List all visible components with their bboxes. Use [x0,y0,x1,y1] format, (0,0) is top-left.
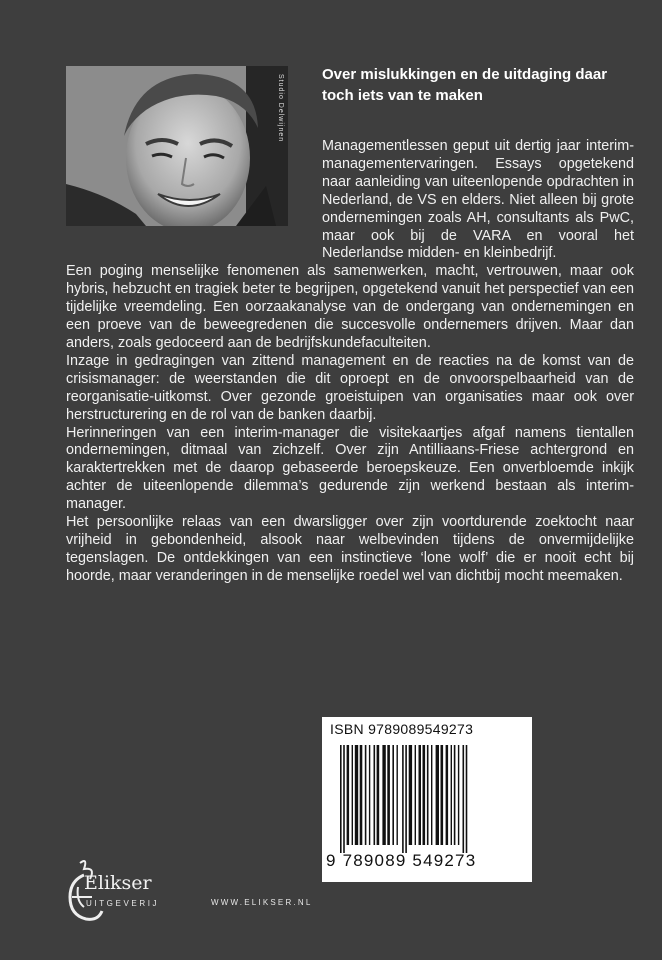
barcode-bar [377,745,380,845]
headline: Over mislukkingen en de uitdaging daar toch iets van te maken [322,66,608,104]
barcode-bar [423,745,426,845]
barcode-bar [340,745,342,853]
barcode-bar [397,745,398,845]
barcode-bar [402,745,404,853]
barcode-box [322,717,532,882]
publisher-name: Elikser [84,872,152,894]
photo-credit: Studio Delwijnen [277,74,284,143]
publisher-website: WWW.ELIKSER.NL [211,898,313,907]
barcode-bar [409,745,412,845]
barcode-bar [352,745,353,845]
barcode-bars [336,745,518,853]
barcode-bar [355,745,358,845]
barcode-bar [415,745,416,845]
barcode-bar [458,745,459,845]
barcode-bar [360,745,363,845]
paragraph-3: Inzage in gedragingen van zittend management en de reacties na de komst van de crisismanager: de weerstanden die dit oproept en de onvoorspelbaarheid van de reorganisatie-uitkomst. Over gezonde groeistuipen van organisaties maar ook over herstructurering en de rol van de banken daarbij. [66,352,634,423]
barcode-bar [365,745,367,845]
paragraph-1: Managementlessen geput uit dertig jaar interim-managementervaringen. Essays opgetekend naar aanleiding van uiteenlopende opdrachten in Nederland, de VS en elders. Niet alleen bij grote ondernemingen zoals AH, consultants als PwC, maar ook bij de VARA en vooral het Nederlandse midden- en kleinbedrijf. [322,138,634,262]
barcode-bar [347,745,350,845]
barcode-digits: 9 789089 549273 [326,851,477,870]
barcode-bar [343,745,345,853]
barcode-bar [463,745,465,853]
barcode-bar [387,745,390,845]
barcode-bar [369,745,370,845]
barcode-bar [454,745,456,845]
paragraph-2: Een poging menselijke fenomenen als samenwerken, macht, vertrouwen, maar ook hybris, hebzucht en tragiek beter te begrijpen, opgetekend vanuit het perspectief van een tijdelijke vreemdeling. Een oorzaakanalyse van de ondergang van ondernemingen en een proeve van de beweegredenen die succesvolle ondernemers drijven. Maar dan anders, zoals gedoceerd aan de bedrijfskundefaculteiten. [66,263,634,351]
barcode-bar [451,745,452,845]
paragraph-4: Herinneringen van een interim-manager die visitekaartjes afgaf namens tientallen ondernemingen, ditmaal van zichzelf. Over zijn Antilliaans-Friese achtergrond en karaktertrekken met de daarop gebaseerde beroepskeuze. Een onverbloemde inkijk achter de uiteenlopende dilemma’s gedurende zijn werkend bestaan als interim-manager. [66,424,634,513]
paragraph-5: Het persoonlijke relaas van een dwarsligger over zijn voortdurende zoektocht naar vrijheid in gebondenheid, alsook naar welbevinden tijdens de onvermijdelijke tegenslagen. De ontdekkingen van een instinctieve ‘lone wolf’ die er nooit echt bij hoorde, maar veranderingen in de menselijke roedel wel van dichtbij mocht meemaken. [66,514,634,584]
photo-wrap-spacer [66,138,322,256]
barcode-bar [374,745,376,845]
barcode-bar [427,745,429,845]
barcode-bar [441,745,444,845]
barcode-bar [446,745,449,845]
barcode-bar [392,745,394,845]
barcode-bar [466,745,468,853]
barcode-bar [405,745,407,853]
barcode-bar [436,745,439,845]
barcode-bar [382,745,385,845]
barcode-bar [419,745,422,845]
barcode-bar [431,745,432,845]
publisher-subtitle: UITGEVERIJ [86,899,160,908]
isbn-label: ISBN 9789089549273 [330,721,474,737]
blurb-text [66,138,634,586]
